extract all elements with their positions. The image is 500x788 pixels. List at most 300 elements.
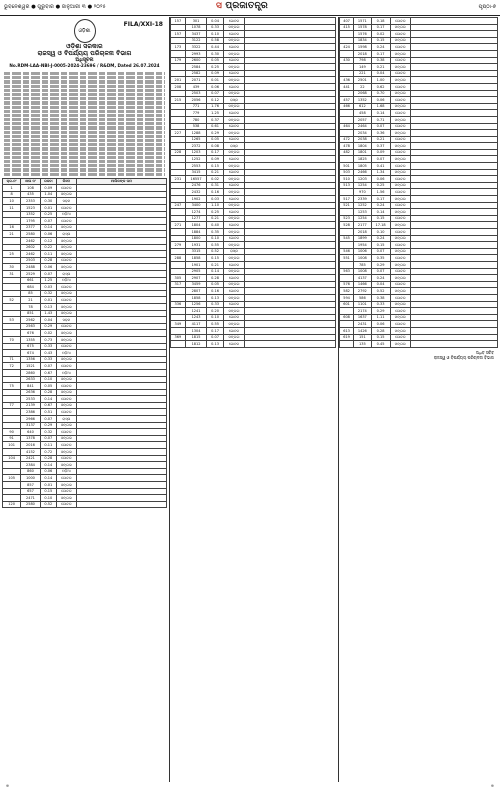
table-cell: ଜଙ୍ଗଲ xyxy=(223,268,244,275)
table-cell: 0.07 xyxy=(371,123,390,130)
table-cell: ଗୋଚର xyxy=(390,255,411,262)
table-cell: ଗୋଚର xyxy=(390,70,411,77)
table-cell: 0.10 xyxy=(207,235,223,242)
table-cell: 1.25 xyxy=(207,110,223,117)
table-cell: 513 xyxy=(340,182,354,189)
table-cell xyxy=(171,90,186,97)
table-row xyxy=(171,169,336,176)
owner-cell xyxy=(411,294,498,301)
table-cell: ଗୋଚର xyxy=(223,327,244,334)
owner-cell xyxy=(76,198,166,205)
table-cell xyxy=(171,24,186,31)
table-cell: 0.24 xyxy=(371,44,390,51)
table-cell: 0.05 xyxy=(207,136,223,143)
table-cell: 2562 xyxy=(21,317,40,324)
owner-cell xyxy=(411,24,498,31)
table-cell: 415 xyxy=(340,24,354,31)
owner-cell xyxy=(245,169,336,176)
owner-cell xyxy=(76,290,166,297)
table-cell xyxy=(340,321,354,328)
table-cell: ରାସ୍ତା xyxy=(56,271,76,278)
table-cell: 25 xyxy=(3,251,21,258)
table-cell: 2056 xyxy=(185,97,207,104)
table-cell: 523 xyxy=(340,215,354,222)
table-row xyxy=(340,70,498,77)
table-row xyxy=(171,182,336,189)
table-cell: 0.15 xyxy=(207,255,223,262)
table-cell: 0.04 xyxy=(371,281,390,288)
table-cell: 2462 xyxy=(21,251,40,258)
table-cell: 1078 xyxy=(185,24,207,31)
table-cell: 0.29 xyxy=(207,130,223,137)
owner-cell xyxy=(245,202,336,209)
table-cell: ଗୋଚର xyxy=(223,209,244,216)
department-name: ରାଜସ୍ୱ ଓ ବିପର୍ଯ୍ୟୟ ପରିଚାଳନା ବିଭାଗ xyxy=(37,50,132,57)
owner-cell xyxy=(76,462,166,469)
table-cell: 0.29 xyxy=(371,308,390,315)
table-cell: 0.25 xyxy=(40,211,56,218)
table-cell: ଗୋଚର xyxy=(223,235,244,242)
table-cell xyxy=(3,416,21,423)
table-cell xyxy=(171,37,186,44)
table-cell: 0.14 xyxy=(371,110,390,117)
table-cell: 613 xyxy=(340,327,354,334)
table-row xyxy=(3,389,167,396)
table-cell: ଗୋଚର xyxy=(56,284,76,291)
table-cell: ଗୋଚର xyxy=(223,261,244,268)
table-row xyxy=(340,314,498,321)
owner-cell xyxy=(411,341,498,348)
table-cell: ଜଙ୍ଗଲ xyxy=(223,37,244,44)
table-cell xyxy=(171,182,186,189)
table-row xyxy=(171,288,336,295)
table-row xyxy=(3,422,167,429)
table-cell: 21 xyxy=(3,231,21,238)
table-row xyxy=(340,334,498,341)
table-cell xyxy=(3,396,21,403)
table-row xyxy=(171,308,336,315)
table-cell: 30 xyxy=(3,264,21,271)
table-cell xyxy=(340,37,354,44)
table-cell: 798 xyxy=(354,57,371,64)
table-cell: 857 xyxy=(21,482,40,489)
table-row xyxy=(3,350,167,357)
table-cell xyxy=(340,209,354,216)
table-cell: 1466 xyxy=(354,281,371,288)
owner-cell xyxy=(245,314,336,321)
table-row xyxy=(3,488,167,495)
owner-cell xyxy=(245,116,336,123)
table-row xyxy=(340,64,498,71)
owner-cell xyxy=(411,334,498,341)
table-cell: 0.30 xyxy=(207,50,223,57)
table-row xyxy=(340,57,498,64)
table-cell: 215 xyxy=(171,97,186,104)
table-cell: ଗୋଚର xyxy=(56,455,76,462)
table-row xyxy=(171,242,336,249)
table-row xyxy=(171,189,336,196)
table-cell: ଗୋଚର xyxy=(223,57,244,64)
table-cell: 2057 xyxy=(354,116,371,123)
table-cell: 21 xyxy=(21,297,40,304)
owner-cell xyxy=(76,343,166,350)
table-cell: 0.04 xyxy=(207,18,223,25)
table-cell: 1812 xyxy=(185,341,207,348)
table-row xyxy=(171,341,336,348)
owner-cell xyxy=(411,308,498,315)
owner-cell xyxy=(245,301,336,308)
table-cell: 317 xyxy=(171,281,186,288)
table-row xyxy=(171,255,336,262)
table-cell: 101 xyxy=(3,442,21,449)
table-row xyxy=(171,301,336,308)
owner-cell xyxy=(411,261,498,268)
owner-cell xyxy=(245,90,336,97)
table-row xyxy=(3,257,167,264)
table-cell: 77 xyxy=(3,402,21,409)
table-cell: 0.52 xyxy=(207,248,223,255)
table-cell: ଗୋଚର xyxy=(223,314,244,321)
table-cell: ଜଙ୍ଗଲ xyxy=(390,275,411,282)
table-cell xyxy=(171,156,186,163)
table-row xyxy=(3,224,167,231)
table-cell: 0.01 xyxy=(40,482,56,489)
table-cell: ଜଙ୍ଗଲ xyxy=(56,389,76,396)
table-cell xyxy=(171,103,186,110)
table-cell xyxy=(340,242,354,249)
table-cell: 0.17 xyxy=(371,50,390,57)
table-cell: 0.61 xyxy=(207,123,223,130)
table-cell: 0.06 xyxy=(371,176,390,183)
table-cell: 0.15 xyxy=(371,37,390,44)
table-cell: ଗୋଚର xyxy=(56,409,76,416)
table-cell: 1576 xyxy=(354,31,371,38)
table-cell: 0.14 xyxy=(207,268,223,275)
table-row xyxy=(3,317,167,324)
table-cell: 2174 xyxy=(354,308,371,315)
table-cell: 478 xyxy=(340,143,354,150)
table-row xyxy=(3,409,167,416)
table-row xyxy=(171,90,336,97)
table-cell: ଜଙ୍ଗଲ xyxy=(390,64,411,71)
table-cell: 2432 xyxy=(185,189,207,196)
table-cell xyxy=(171,248,186,255)
table-cell xyxy=(171,64,186,71)
table-cell: 0.51 xyxy=(40,409,56,416)
owner-cell xyxy=(245,176,336,183)
table-cell xyxy=(171,341,186,348)
table-row xyxy=(3,356,167,363)
table-row xyxy=(3,501,167,508)
table-cell: 2602 xyxy=(21,244,40,251)
table-cell: ଗୋଚର xyxy=(56,442,76,449)
table-cell: 2533 xyxy=(21,396,40,403)
table-cell: ଗୋଚର xyxy=(390,149,411,156)
table-cell: ଜଙ୍ଗଲ xyxy=(56,224,76,231)
table-cell: ଗୋଚର xyxy=(390,268,411,275)
table-row xyxy=(340,143,498,150)
owner-cell xyxy=(411,182,498,189)
owner-cell xyxy=(245,215,336,222)
table-cell: 2807 xyxy=(185,288,207,295)
owner-cell xyxy=(245,50,336,57)
owner-cell xyxy=(245,255,336,262)
owner-cell xyxy=(411,37,498,44)
table-cell: 135 xyxy=(354,341,371,348)
table-cell: 2071 xyxy=(185,77,207,84)
table-cell: 71 xyxy=(3,356,21,363)
table-cell: ଜଙ୍ଗଲ xyxy=(390,90,411,97)
owner-cell xyxy=(245,64,336,71)
table-cell xyxy=(171,235,186,242)
table-cell: 0.28 xyxy=(371,327,390,334)
owner-cell xyxy=(245,288,336,295)
table-cell: 2353 xyxy=(21,198,40,205)
land-schedule-table-3 xyxy=(339,17,498,348)
table-cell xyxy=(340,116,354,123)
owner-cell xyxy=(76,185,166,192)
table-row xyxy=(340,248,498,255)
owner-cell xyxy=(76,389,166,396)
table-cell: 0.36 xyxy=(371,130,390,137)
table-cell: 1253 xyxy=(354,209,371,216)
table-cell: ଗୋଚର xyxy=(390,110,411,117)
table-cell: 0.21 xyxy=(371,136,390,143)
paper-masthead xyxy=(216,1,268,11)
table-row xyxy=(340,196,498,203)
table-cell: 0.52 xyxy=(40,501,56,508)
table-cell: 0.40 xyxy=(207,222,223,229)
table-cell xyxy=(171,196,186,203)
col-header-khata: ଖାତା ନଂ xyxy=(21,178,40,185)
table-row xyxy=(171,196,336,203)
owner-cell xyxy=(245,97,336,104)
table-row xyxy=(171,18,336,25)
owner-cell xyxy=(411,321,498,328)
table-cell: 1637 xyxy=(354,314,371,321)
table-row xyxy=(3,475,167,482)
owner-cell xyxy=(76,238,166,245)
table-cell: 301 xyxy=(185,18,207,25)
table-cell: 2068 xyxy=(354,90,371,97)
table-cell: 612 xyxy=(354,103,371,110)
table-cell: ଜଙ୍ଗଲ xyxy=(390,130,411,137)
table-cell: 4137 xyxy=(354,275,371,282)
owner-cell xyxy=(76,191,166,198)
government-name: ଓଡ଼ିଶା ସରକାର xyxy=(66,43,103,50)
table-cell: 424 xyxy=(340,44,354,51)
owner-cell xyxy=(411,44,498,51)
table-cell: 2466 xyxy=(354,169,371,176)
table-cell: ଜଙ୍ଗଲ xyxy=(390,209,411,216)
table-cell: 108 xyxy=(21,185,40,192)
table-cell: ଗୋଚର xyxy=(56,218,76,225)
table-cell: 0.07 xyxy=(40,363,56,370)
table-cell: 231 xyxy=(171,176,186,183)
table-cell: 0.10 xyxy=(371,229,390,236)
table-cell: 464 xyxy=(340,123,354,130)
owner-cell xyxy=(76,317,166,324)
owner-cell xyxy=(76,310,166,317)
owner-cell xyxy=(76,482,166,489)
table-row xyxy=(171,327,336,334)
table-row xyxy=(340,321,498,328)
table-row xyxy=(340,130,498,137)
table-row xyxy=(3,264,167,271)
table-cell: ଜଙ୍ଗଲ xyxy=(390,222,411,229)
table-cell: ଗୋଚର xyxy=(223,301,244,308)
table-row xyxy=(171,156,336,163)
owner-cell xyxy=(245,275,336,282)
table-row xyxy=(340,275,498,282)
table-cell: 0.05 xyxy=(40,383,56,390)
table-row xyxy=(340,136,498,143)
table-cell xyxy=(340,308,354,315)
table-cell: 1243 xyxy=(185,314,207,321)
owner-cell xyxy=(245,31,336,38)
table-cell: ଜଙ୍ଗଲ xyxy=(390,327,411,334)
table-cell: 0.35 xyxy=(207,229,223,236)
table-cell: 1304 xyxy=(185,327,207,334)
table-cell: 2580 xyxy=(21,501,40,508)
table-cell: 0.33 xyxy=(207,301,223,308)
table-row xyxy=(171,57,336,64)
table-cell xyxy=(171,143,186,150)
table-cell xyxy=(3,369,21,376)
table-row xyxy=(340,301,498,308)
table-row xyxy=(3,330,167,337)
table-row xyxy=(3,442,167,449)
table-cell: 1804 xyxy=(185,222,207,229)
table-cell: 2488 xyxy=(21,264,40,271)
table-cell: ଜଙ୍ଗଲ xyxy=(56,330,76,337)
table-cell: 52 xyxy=(3,297,21,304)
table-cell: ଜଙ୍ଗଲ xyxy=(223,229,244,236)
owner-cell xyxy=(76,323,166,330)
owner-cell xyxy=(411,202,498,209)
table-row xyxy=(171,281,336,288)
table-row xyxy=(3,238,167,245)
table-cell: 349 xyxy=(171,321,186,328)
table-cell: ଗୋଚର xyxy=(390,202,411,209)
table-cell: ଗୋଚର xyxy=(390,215,411,222)
table-cell: 594 xyxy=(340,294,354,301)
owner-cell xyxy=(411,215,498,222)
table-cell: 1288 xyxy=(185,130,207,137)
table-row xyxy=(340,110,498,117)
owner-cell xyxy=(245,281,336,288)
table-cell: 608 xyxy=(340,314,354,321)
owner-cell xyxy=(76,429,166,436)
owner-cell xyxy=(411,123,498,130)
table-row xyxy=(171,268,336,275)
table-cell: 2018 xyxy=(354,50,371,57)
table-cell: 430 xyxy=(340,57,354,64)
table-cell: 3415 xyxy=(185,169,207,176)
table-cell: 2553 xyxy=(185,163,207,170)
table-cell: 0.15 xyxy=(40,488,56,495)
owner-cell xyxy=(411,97,498,104)
table-cell: ଜଙ୍ଗଲ xyxy=(223,281,244,288)
owner-cell xyxy=(76,356,166,363)
col-header-owner: ମାଲିକଙ୍କ ନାମ xyxy=(76,178,166,185)
table-cell: 0.32 xyxy=(40,290,56,297)
table-cell: ଗୋଚର xyxy=(223,18,244,25)
table-cell xyxy=(340,189,354,196)
table-row xyxy=(340,294,498,301)
table-cell: 1954 xyxy=(354,242,371,249)
table-cell: 1006 xyxy=(354,248,371,255)
table-cell: 0.55 xyxy=(207,242,223,249)
table-cell xyxy=(171,189,186,196)
owner-cell xyxy=(245,77,336,84)
owner-cell xyxy=(76,284,166,291)
table-row xyxy=(171,334,336,341)
table-row xyxy=(171,149,336,156)
owner-cell xyxy=(245,189,336,196)
table-cell: 4117 xyxy=(185,321,207,328)
table-cell: 1523 xyxy=(21,205,40,212)
table-cell: 1277 xyxy=(185,215,207,222)
owner-cell xyxy=(245,163,336,170)
table-cell: ଗୋଚର xyxy=(223,182,244,189)
table-row xyxy=(3,191,167,198)
table-cell: 1825 xyxy=(354,156,371,163)
land-schedule-table-2 xyxy=(170,17,336,348)
table-cell: ଜଙ୍ଗଲ xyxy=(56,310,76,317)
table-cell: 16 xyxy=(3,224,21,231)
table-row xyxy=(171,261,336,268)
table-row xyxy=(340,341,498,348)
table-cell: 0.11 xyxy=(40,251,56,258)
owner-cell xyxy=(245,235,336,242)
table-cell: 563 xyxy=(340,268,354,275)
table-cell: 2907 xyxy=(185,275,207,282)
table-cell: ଜଙ୍ଗଲ xyxy=(223,242,244,249)
table-cell: ରାସ୍ତା xyxy=(223,97,244,104)
table-cell: 510 xyxy=(340,176,354,183)
table-cell: 0.07 xyxy=(371,268,390,275)
table-cell xyxy=(171,229,186,236)
table-cell: ଗୋଚର xyxy=(390,176,411,183)
table-cell xyxy=(3,376,21,383)
table-cell xyxy=(171,123,186,130)
state-emblem-icon xyxy=(74,19,96,43)
table-cell: 1902 xyxy=(185,196,207,203)
table-cell: ଜଙ୍ଗଲ xyxy=(223,255,244,262)
owner-cell xyxy=(245,130,336,137)
owner-cell xyxy=(411,110,498,117)
col-header-serial: କ୍ର.ନଂ xyxy=(3,178,21,185)
table-cell: 517 xyxy=(340,196,354,203)
table-cell: ଜଙ୍ଗଲ xyxy=(390,24,411,31)
table-row xyxy=(340,83,498,90)
table-row xyxy=(3,198,167,205)
owner-cell xyxy=(411,156,498,163)
table-cell: 0.05 xyxy=(207,57,223,64)
table-cell: 482 xyxy=(340,149,354,156)
table-row xyxy=(171,235,336,242)
table-cell xyxy=(171,327,186,334)
table-cell: 970 xyxy=(354,189,371,196)
table-cell xyxy=(3,238,21,245)
table-cell xyxy=(3,350,21,357)
table-row xyxy=(171,103,336,110)
table-cell xyxy=(171,110,186,117)
table-row xyxy=(171,130,336,137)
table-cell: 0.10 xyxy=(207,31,223,38)
owner-cell xyxy=(411,314,498,321)
